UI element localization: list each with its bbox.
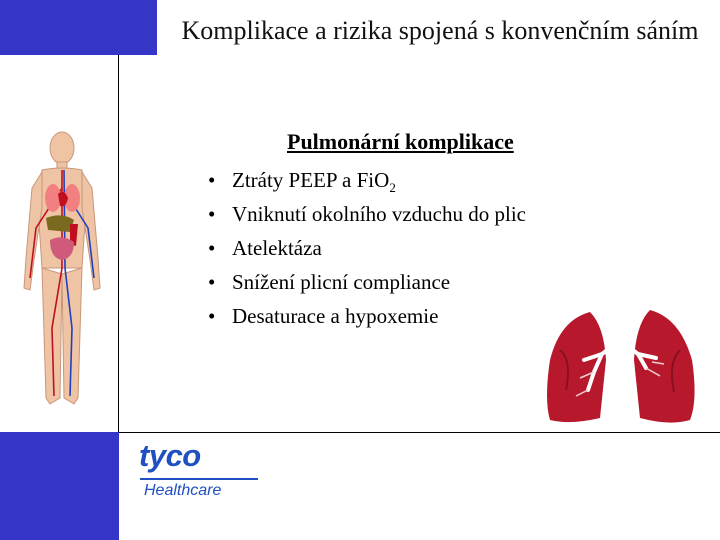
bullet-item: • Desaturace a hypoxemie — [208, 301, 526, 335]
bullet-text: Vniknutí okolního vzduchu do plic — [232, 202, 526, 226]
bullet-list — [208, 165, 526, 335]
logo-subtitle: Healthcare — [144, 482, 222, 499]
vertical-divider — [118, 55, 119, 433]
corner-accent-block — [0, 0, 157, 55]
logo-underline — [140, 478, 258, 480]
bullet-text: Snížení plicní compliance — [232, 270, 451, 294]
lungs-icon — [540, 300, 700, 430]
tyco-logo: tyco — [139, 438, 201, 473]
slide-title: Komplikace a rizika spojená s konvenčním sáním — [181, 16, 699, 45]
bullet-item: • Vniknutí okolního vzduchu do plic — [208, 199, 526, 233]
footer-divider — [118, 432, 720, 433]
bullet-item: • Ztráty PEEP a FiO$_2$ — [208, 165, 526, 199]
bullet-item: • Atelektáza — [208, 233, 526, 267]
footer-accent-block — [0, 432, 119, 540]
bullet-text: Ztráty PEEP a FiO$_2$ — [232, 168, 396, 195]
bullet-text: Atelektáza — [232, 236, 322, 260]
bullet-item: • Snížení plicní compliance — [208, 267, 526, 301]
human-anatomy-icon — [22, 128, 102, 418]
bullet-text: Desaturace a hypoxemie — [232, 304, 439, 328]
section-heading: Pulmonární komplikace — [287, 129, 514, 154]
